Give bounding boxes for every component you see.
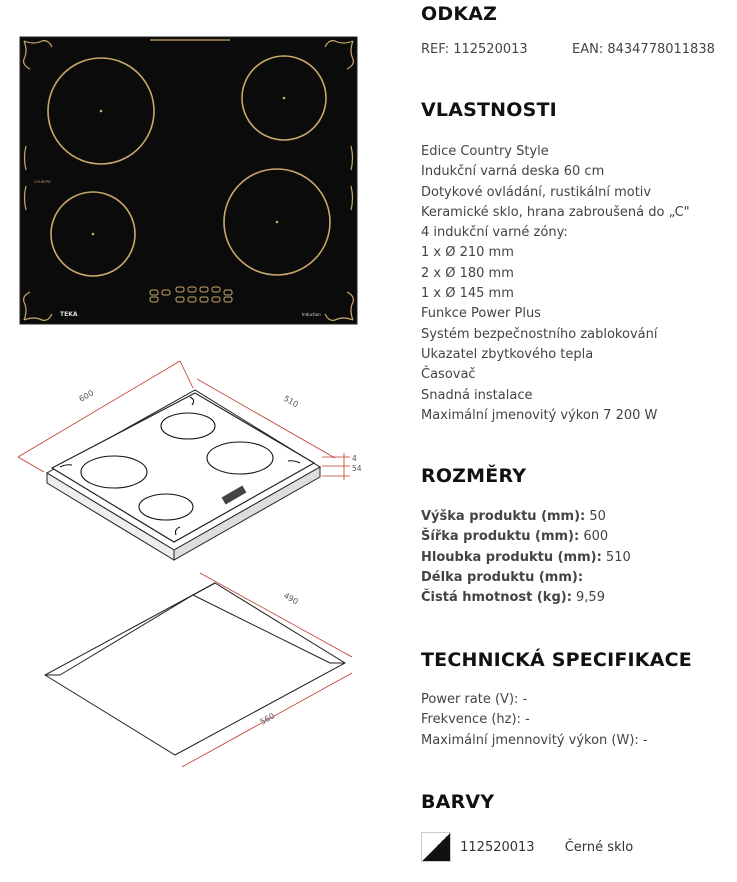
- vlastnosti-list: [421, 142, 690, 426]
- dim-depth: 510: [282, 393, 300, 410]
- list-item: Edice Country Style: [421, 144, 549, 159]
- country-badge: COUNTRY: [34, 180, 51, 184]
- barvy-heading: BARVY: [421, 791, 495, 813]
- list-item: Power rate (V): -: [421, 692, 528, 707]
- list-item: Frekvence (hz): -: [421, 712, 530, 728]
- list-item: Maximální jmenovitý výkon 7 200 W: [421, 407, 658, 423]
- list-item: Snadná instalace: [421, 387, 533, 403]
- list-item: Časovač: [421, 367, 476, 383]
- list-item: Keramické sklo, hrana zabroušená do „C": [421, 204, 690, 220]
- ref-number: REF: 112520013: [421, 42, 528, 57]
- color-row: [421, 832, 633, 862]
- product-photo: [0, 0, 410, 330]
- list-item: 4 indukční varné zóny:: [421, 225, 568, 241]
- cutout-drawing: [0, 565, 410, 775]
- table-row: [421, 568, 631, 588]
- technicka-heading: TECHNICKÁ SPECIFIKACE: [421, 649, 692, 671]
- color-swatch: [421, 832, 451, 862]
- section-technicka: [421, 649, 692, 671]
- row-value: 9,59: [571, 590, 605, 606]
- row-value: 50: [585, 509, 606, 524]
- row-value: 600: [579, 529, 609, 545]
- section-barvy: [421, 791, 494, 813]
- section-vlastnosti: [421, 99, 557, 121]
- row-value: 510: [601, 549, 631, 565]
- row-label: Hloubka produktu (mm):: [421, 549, 602, 565]
- ref-row: [421, 42, 715, 57]
- technicka-list: [421, 690, 648, 751]
- list-item: Systém bezpečnostního zablokování: [421, 326, 658, 342]
- section-rozmery: [421, 465, 526, 487]
- cutout-depth: 490: [282, 590, 300, 607]
- table-row: [421, 507, 631, 527]
- dim-height: 54: [352, 464, 362, 473]
- table-row: [421, 527, 631, 547]
- row-label: Čistá hmotnost (kg):: [421, 590, 572, 606]
- row-label: Výška produktu (mm):: [421, 509, 586, 524]
- rozmery-heading: ROZMĚRY: [421, 465, 527, 487]
- color-code: 112520013: [460, 839, 535, 855]
- hob-drawing: [0, 355, 410, 595]
- dim-width: 600: [77, 388, 96, 404]
- table-row: [421, 588, 631, 608]
- list-item: 1 x Ø 210 mm: [421, 245, 514, 261]
- vlastnosti-heading: VLASTNOSTI: [421, 99, 557, 121]
- odkaz-heading: ODKAZ: [421, 3, 498, 25]
- table-row: [421, 548, 631, 568]
- induction-label: Induction: [302, 312, 321, 317]
- rozmery-list: [421, 507, 631, 608]
- section-odkaz: [421, 3, 497, 25]
- color-name: Černé sklo: [564, 839, 634, 855]
- row-label: Šířka produktu (mm):: [421, 529, 580, 545]
- ean-number: EAN: 8434778011838: [572, 42, 715, 57]
- brand-logo: TEKA: [60, 311, 78, 318]
- list-item: 1 x Ø 145 mm: [421, 286, 514, 302]
- list-item: Dotykové ovládání, rustikální motiv: [421, 184, 652, 200]
- cutout-width: 560: [258, 711, 277, 727]
- list-item: Maximální jmennovitý výkon (W): -: [421, 732, 648, 748]
- list-item: 2 x Ø 180 mm: [421, 265, 514, 281]
- list-item: Ukazatel zbytkového tepla: [421, 346, 594, 362]
- row-label: Délka produktu (mm):: [421, 569, 584, 585]
- list-item: Funkce Power Plus: [421, 306, 541, 322]
- dim-glass: 4: [352, 454, 357, 463]
- list-item: Indukční varná deska 60 cm: [421, 164, 605, 180]
